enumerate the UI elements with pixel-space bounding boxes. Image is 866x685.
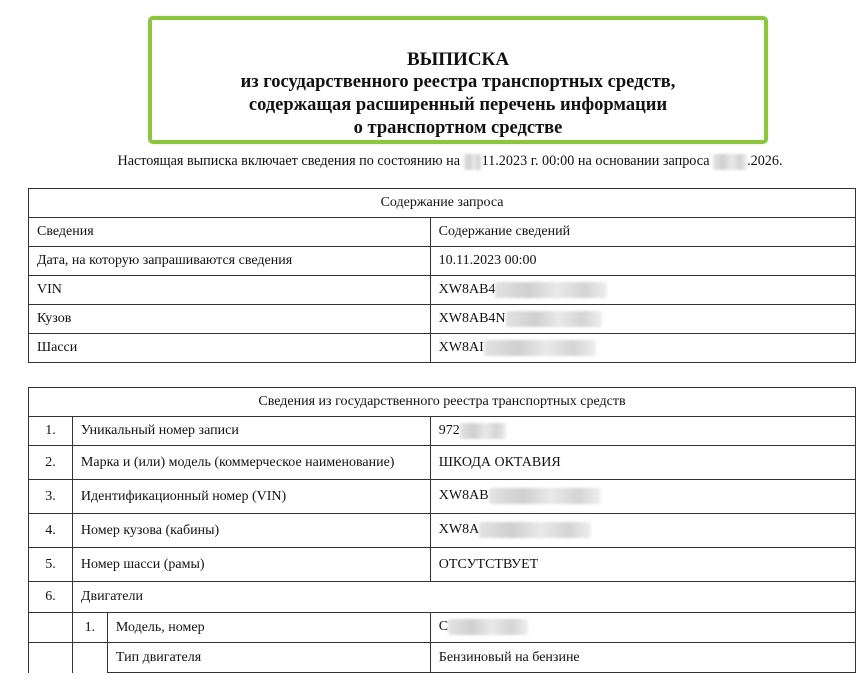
request-row-label: Кузов xyxy=(29,305,431,334)
document-title-line-2: из государственного реестра транспортных средств, xyxy=(240,72,676,92)
engine-model-label: Модель, номер xyxy=(107,613,430,643)
record-number-prefix: 972 xyxy=(438,423,460,439)
registry-table-heading-row xyxy=(29,388,856,417)
row-number: 1. xyxy=(29,417,73,446)
blank-cell xyxy=(29,613,73,643)
redacted-vin xyxy=(489,488,601,504)
request-col-header-2: Содержание сведений xyxy=(430,218,855,247)
table-row xyxy=(29,417,856,446)
row-number: 6. xyxy=(29,582,73,613)
document-title-line-3: содержащая расширенный перечень информации xyxy=(248,95,668,115)
request-row-value xyxy=(430,276,855,305)
request-row-value xyxy=(430,305,855,334)
vin-prefix: XW8AB xyxy=(438,488,489,504)
table-row xyxy=(29,276,856,305)
redacted-day xyxy=(464,154,482,170)
redacted-body xyxy=(479,522,591,538)
request-table-header-row xyxy=(29,218,856,247)
redacted-body xyxy=(506,311,602,327)
document-title-box xyxy=(148,16,768,144)
registry-table xyxy=(28,387,856,673)
registry-row-label: Номер кузова (кабины) xyxy=(72,514,430,548)
registry-row-value xyxy=(430,417,855,446)
document-title: ВЫПИСКА xyxy=(406,49,510,70)
registry-row-label: Двигатели xyxy=(72,582,855,613)
table-row xyxy=(29,582,856,613)
registry-row-value: ШКОДА ОКТАВИЯ xyxy=(430,446,855,480)
registry-row-label: Уникальный номер записи xyxy=(72,417,430,446)
request-row-label: Дата, на которую запрашиваются сведения xyxy=(29,247,431,276)
request-table-heading: Содержание запроса xyxy=(29,189,856,218)
engine-model-value xyxy=(430,613,855,643)
redacted-engine-model xyxy=(448,619,528,635)
blank-cell xyxy=(72,643,107,673)
request-row-label: VIN xyxy=(29,276,431,305)
engine-type-value: Бензиновый на бензине xyxy=(430,643,855,673)
table-row xyxy=(29,247,856,276)
row-number: 3. xyxy=(29,480,73,514)
row-number: 2. xyxy=(29,446,73,480)
registry-row-label: Идентификационный номер (VIN) xyxy=(72,480,430,514)
request-col-header-1: Сведения xyxy=(29,218,431,247)
table-row xyxy=(29,334,856,363)
redacted-request-date xyxy=(713,154,747,170)
table-row xyxy=(29,643,856,673)
table-row xyxy=(29,446,856,480)
registry-table-heading: Сведения из государственного реестра транспортных средств xyxy=(29,388,856,417)
row-number: 5. xyxy=(29,548,73,582)
subtitle-prefix: Настоящая выписка включает сведения по состоянию на xyxy=(117,153,464,169)
body-prefix: XW8AB4N xyxy=(438,311,506,327)
redacted-chassis xyxy=(484,340,596,356)
registry-row-value xyxy=(430,514,855,548)
request-table xyxy=(28,188,856,363)
registry-row-label: Номер шасси (рамы) xyxy=(72,548,430,582)
body-prefix: XW8A xyxy=(438,522,480,538)
redacted-record-number xyxy=(460,423,506,439)
engine-model-prefix: C xyxy=(438,619,449,635)
registry-row-value: ОТСУТСТВУЕТ xyxy=(430,548,855,582)
vin-prefix: XW8AB4 xyxy=(438,282,496,298)
request-row-label: Шасси xyxy=(29,334,431,363)
subtitle-year-suffix: .2026. xyxy=(747,153,783,169)
document-title-line-4: о транспортном средстве xyxy=(353,118,563,138)
table-row xyxy=(29,514,856,548)
registry-row-label: Марка и (или) модель (коммерческое наименование) xyxy=(72,446,430,480)
table-row xyxy=(29,548,856,582)
request-row-value xyxy=(430,334,855,363)
blank-cell xyxy=(29,643,73,673)
request-table-heading-row xyxy=(29,189,856,218)
engine-type-label: Тип двигателя xyxy=(107,643,430,673)
table-row xyxy=(29,305,856,334)
table-row xyxy=(29,613,856,643)
chassis-prefix: XW8AI xyxy=(438,340,484,356)
redacted-vin xyxy=(495,282,607,298)
table-row xyxy=(29,480,856,514)
registry-row-value xyxy=(430,480,855,514)
engine-number: 1. xyxy=(72,613,107,643)
row-number: 4. xyxy=(29,514,73,548)
statement-subtitle xyxy=(0,153,866,170)
request-row-value: 10.11.2023 00:00 xyxy=(430,247,855,276)
subtitle-date-suffix: 11.2023 г. 00:00 на основании запроса xyxy=(481,153,714,169)
